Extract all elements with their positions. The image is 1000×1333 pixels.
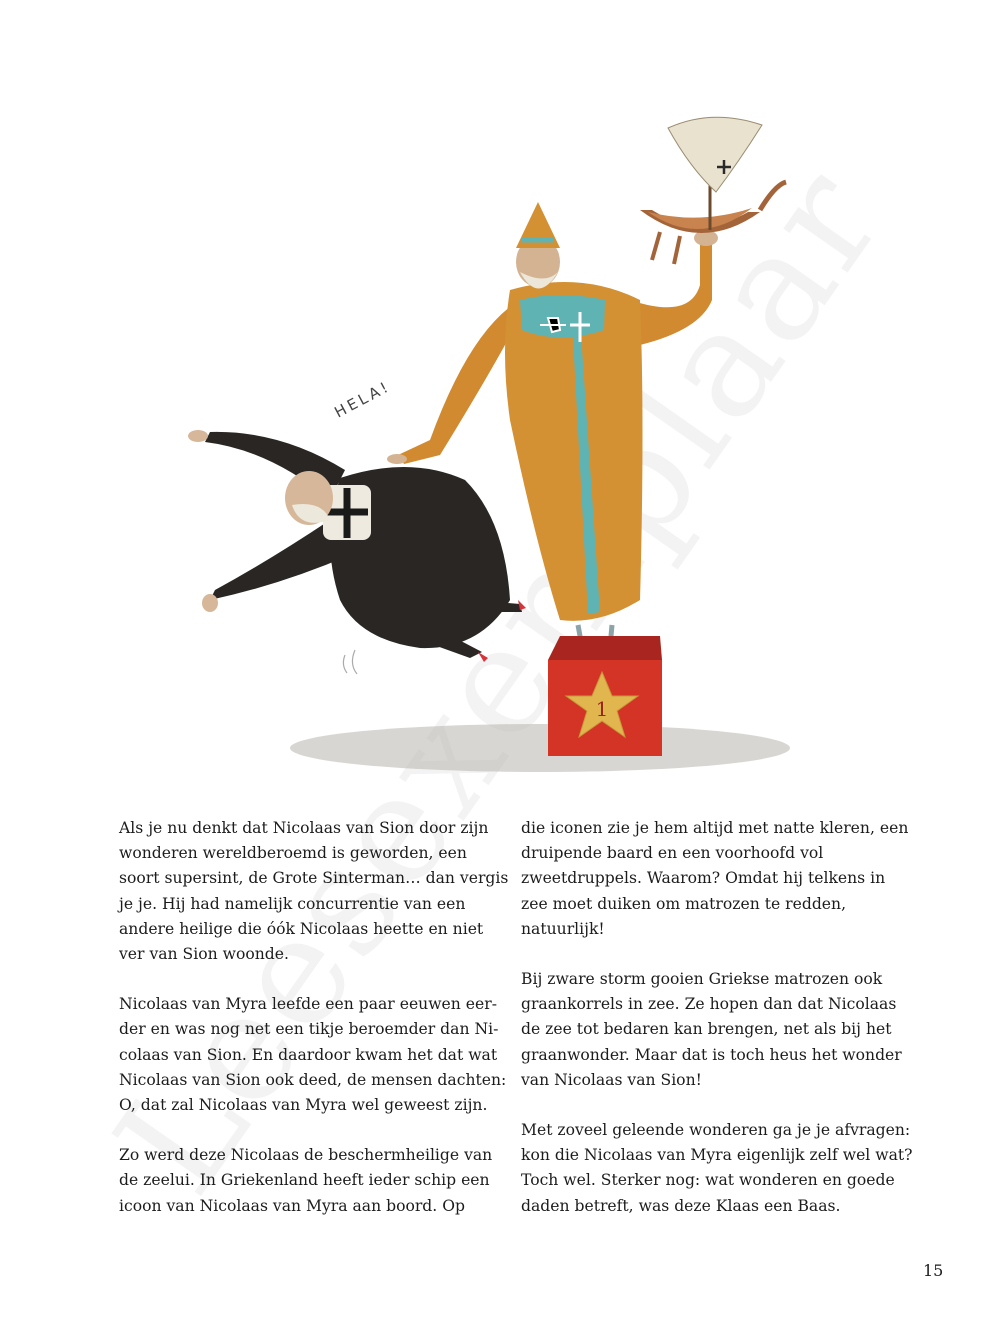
paragraph: Zo werd deze Nicolaas de beschermheilige van de zeelui. In Griekenland heeft ieder schip een icoon van Nicolaas van Myra aan boord. Op: [119, 1146, 493, 1215]
pedestal: [548, 636, 662, 756]
ground-shadow: [290, 724, 790, 772]
paragraph: Als je nu denkt dat Nicolaas van Sion door zijn wonderen wereldberoemd is geworden, een soort supersint, de Grote Sinterman… dan vergis je je. Hij had namelijk concurrentie van een andere heilige die óók Nicolaas heette en niet ver van Sion woonde.: [119, 819, 509, 964]
falling-bishop: [188, 430, 526, 674]
exclamation-text: HELA!: [331, 377, 394, 422]
paragraph: Bij zware storm gooien Griekse matrozen ook graankorrels in zee. Ze hopen dan dat Nicolaas de zee tot bedaren kan brengen, net als bij het graanwonder. Maar dat is toch heus het wonder van Nicolaas van Sion!: [521, 970, 902, 1089]
page-number: 15: [923, 1261, 944, 1280]
text-column-right: [521, 816, 913, 1244]
text-column-left: [119, 816, 511, 1244]
star-number: 1: [595, 697, 609, 721]
paragraph: die iconen zie je hem altijd met natte kleren, een druipende baard en een voorhoofd vol zweetdruppels. Waarom? Omdat hij telkens in zee moet duiken om matrozen te redden, natuurlijk!: [521, 819, 909, 938]
paragraph: Met zoveel geleende wonderen ga je je afvragen: kon die Nicolaas van Myra eigenlijk zelf wel wat? Toch wel. Sterker nog: wat wonderen en goede daden betreft, was deze Klaas een Baas.: [521, 1121, 913, 1215]
paragraph: Nicolaas van Myra leefde een paar eeuwen eer-der en was nog net een tikje beroemder dan Ni-colaas van Sion. En daardoor kwam het dat wat Nicolaas van Sion ook deed, de mensen dachten: O, dat zal Nicolaas van Myra wel geweest zijn.: [119, 995, 507, 1115]
illustration: [170, 100, 810, 790]
